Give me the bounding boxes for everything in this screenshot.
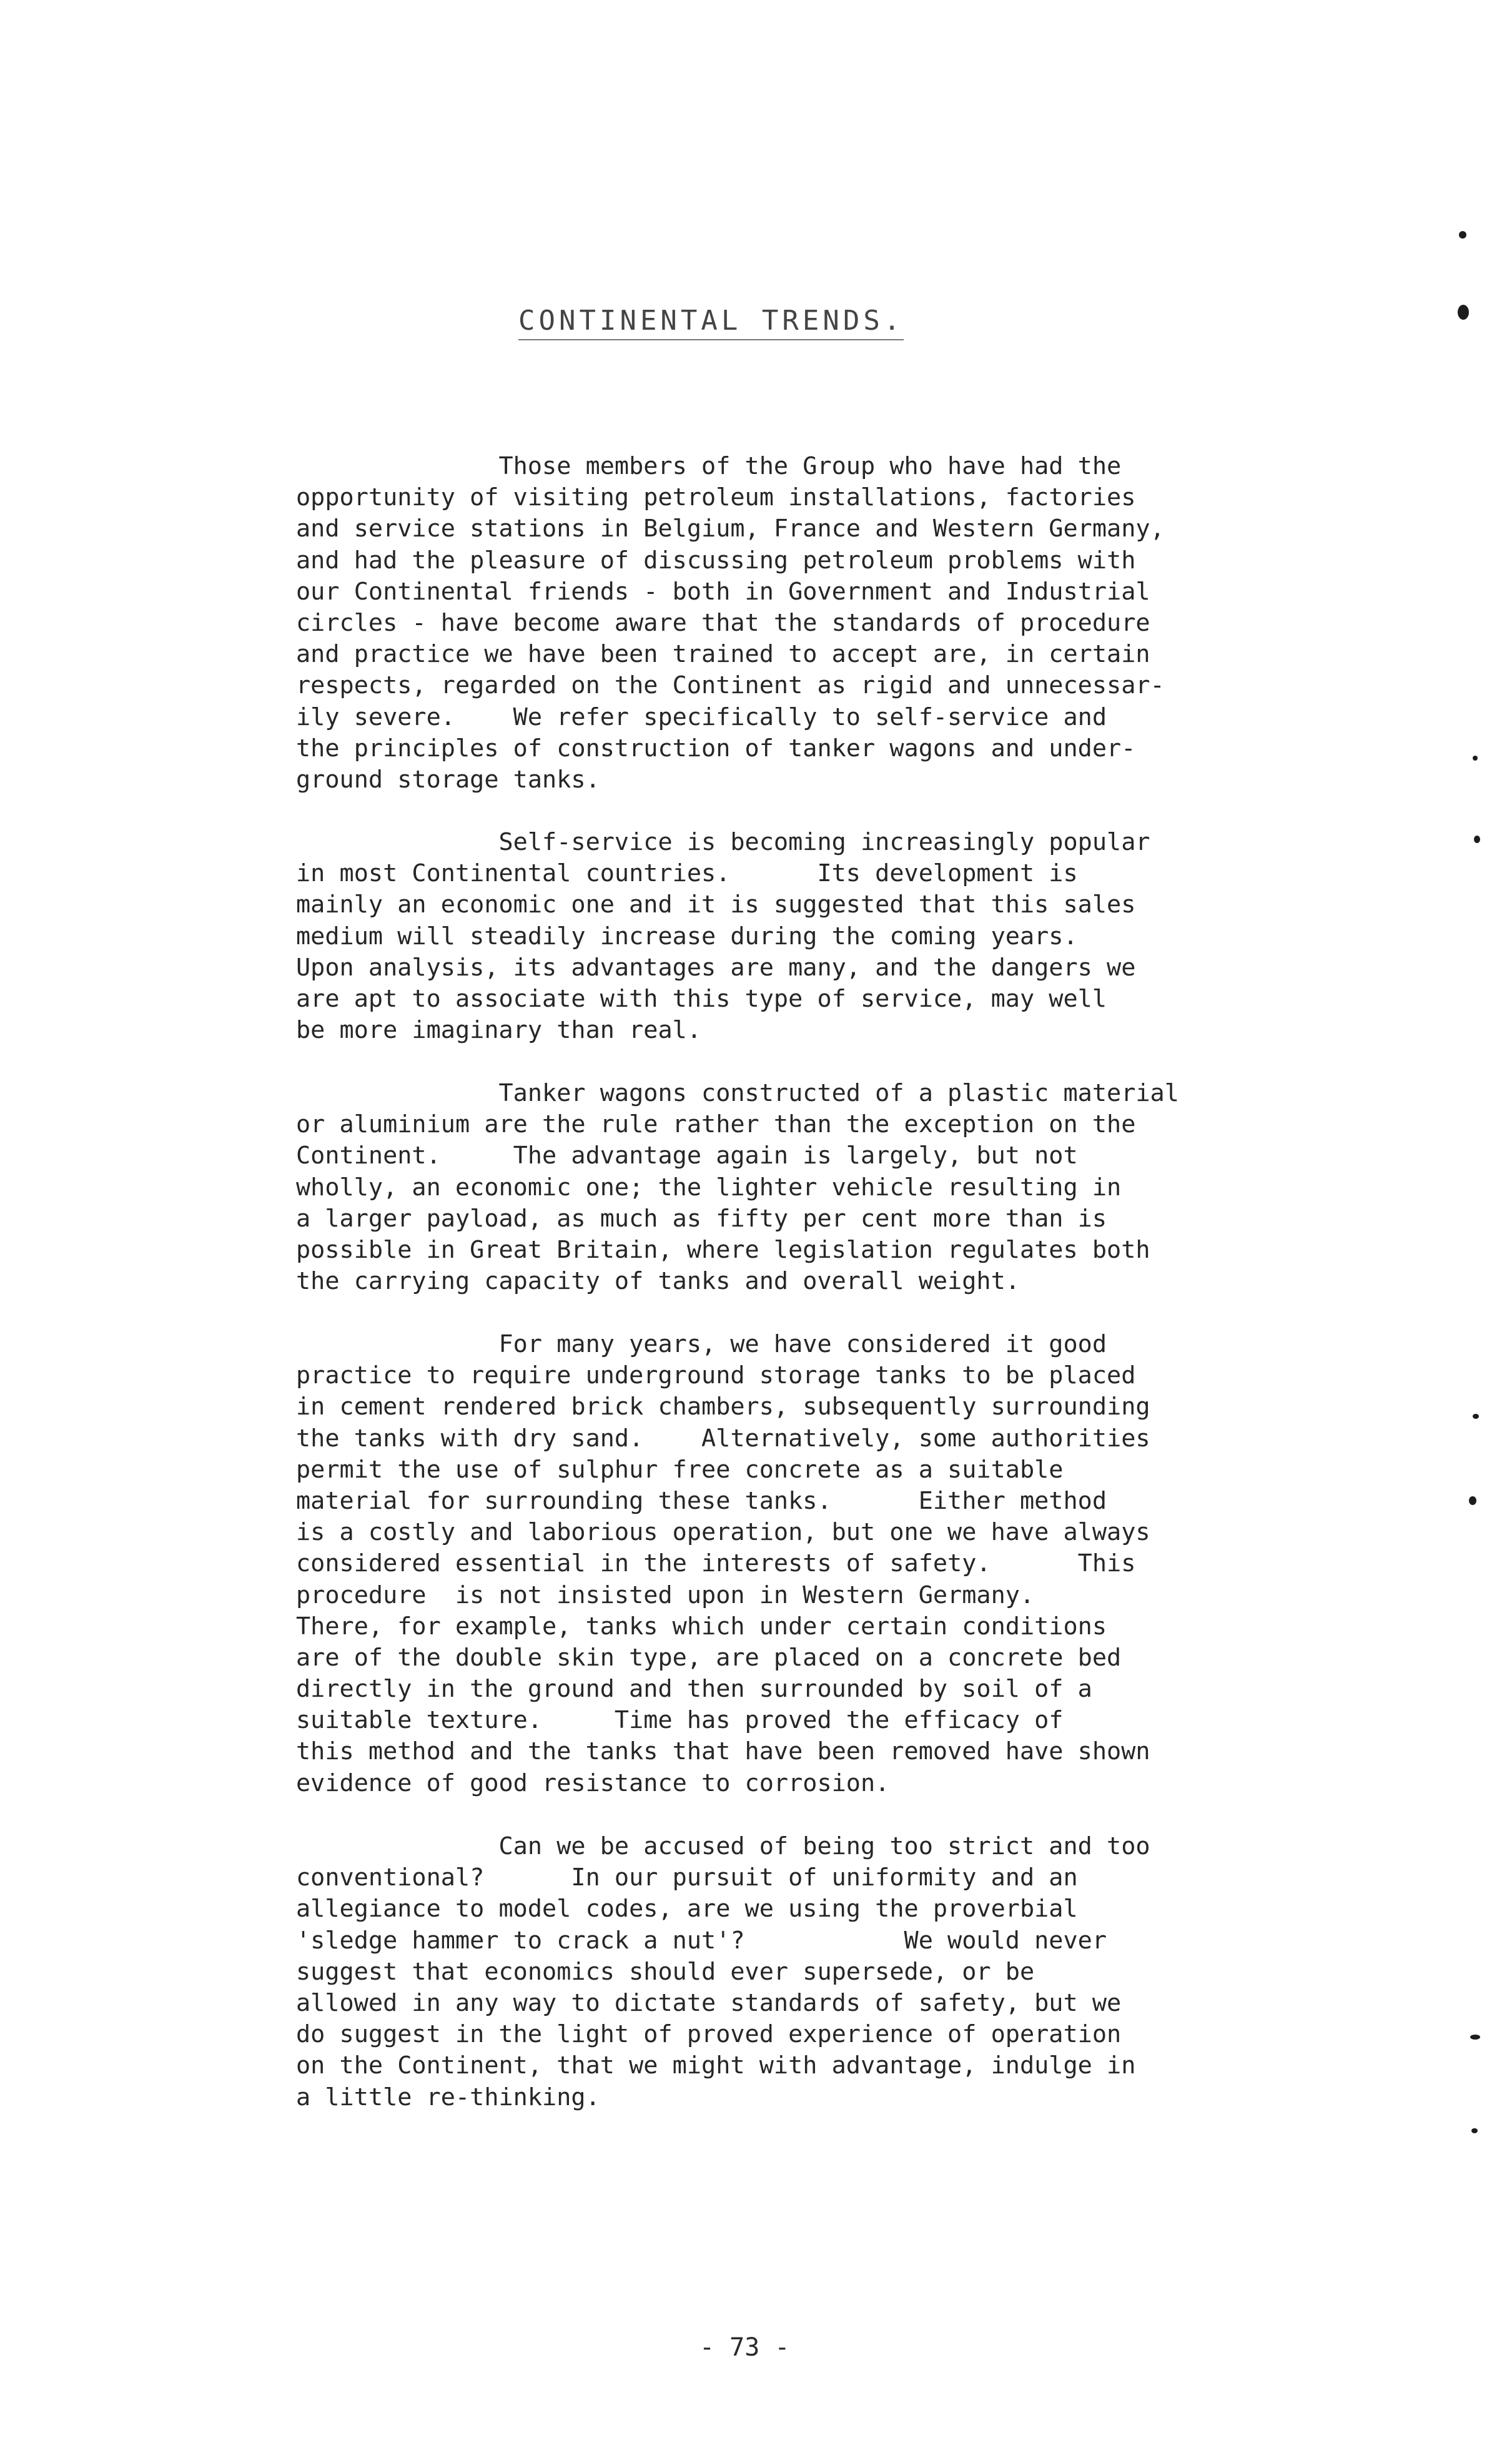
- text-line: mainly an economic one and it is suggested that this sales: [296, 891, 1136, 919]
- text-line: suggest that economics should ever supersede, or be: [296, 1957, 1035, 1986]
- paragraph-3: [296, 1078, 1258, 1297]
- text-line: conventional? In our pursuit of uniformity and an: [296, 1863, 1078, 1892]
- margin-mark: [1459, 231, 1466, 239]
- margin-mark: [1469, 1496, 1476, 1505]
- text-line: allegiance to model codes, are we using the proverbial: [296, 1895, 1078, 1923]
- text-line: opportunity of visiting petroleum installations, factories: [296, 483, 1136, 512]
- text-line: respects, regarded on the Continent as rigid and unnecessar-: [296, 671, 1165, 700]
- margin-mark: [1473, 756, 1478, 761]
- margin-mark: [1470, 2035, 1480, 2040]
- text-line: do suggest in the light of proved experience of operation: [296, 2020, 1122, 2049]
- text-line: in cement rendered brick chambers, subsequently surrounding: [296, 1393, 1150, 1421]
- text-line: the tanks with dry sand. Alternatively, some authorities: [296, 1424, 1150, 1453]
- text-line: 'sledge hammer to crack a nut'? We would never: [296, 1926, 1107, 1955]
- paragraph-1: [296, 451, 1258, 796]
- text-line: possible in Great Britain, where legislation regulates both: [296, 1235, 1150, 1264]
- text-line: permit the use of sulphur free concrete as a suitable: [296, 1455, 1064, 1484]
- text-line: a larger payload, as much as fifty per cent more than is: [296, 1204, 1107, 1233]
- text-line: Can we be accused of being too strict and too: [296, 1832, 1150, 1860]
- text-line: directly in the ground and then surrounded by soil of a: [296, 1675, 1092, 1704]
- page-title: CONTINENTAL TRENDS.: [518, 305, 904, 340]
- text-line: Self-service is becoming increasingly popular: [296, 828, 1150, 856]
- margin-mark: [1474, 836, 1480, 843]
- text-line: medium will steadily increase during the coming years.: [296, 922, 1078, 950]
- text-line: the carrying capacity of tanks and overall weight.: [296, 1267, 1020, 1296]
- text-line: are apt to associate with this type of service, may well: [296, 984, 1107, 1013]
- paragraph-5: [296, 1831, 1258, 2113]
- margin-mark: [1471, 2128, 1478, 2133]
- text-line: evidence of good resistance to corrosion.: [296, 1769, 890, 1797]
- text-line: are of the double skin type, are placed on a concrete bed: [296, 1643, 1122, 1672]
- text-line: material for surrounding these tanks. Either method: [296, 1486, 1107, 1515]
- text-line: Upon analysis, its advantages are many, and the dangers we: [296, 953, 1136, 982]
- text-line: Those members of the Group who have had the: [296, 452, 1122, 480]
- text-line: our Continental friends - both in Government and Industrial: [296, 577, 1150, 606]
- margin-mark: [1458, 305, 1469, 320]
- text-line: the principles of construction of tanker wagons and under-: [296, 734, 1136, 763]
- text-line: circles - have become aware that the standards of procedure: [296, 608, 1150, 637]
- text-line: ground storage tanks.: [296, 765, 600, 794]
- text-line: considered essential in the interests of safety. This: [296, 1549, 1136, 1578]
- paragraph-4: [296, 1329, 1258, 1799]
- text-line: in most Continental countries. Its development is: [296, 859, 1078, 888]
- text-line: Continent. The advantage again is largely, but not: [296, 1142, 1078, 1170]
- text-line: For many years, we have considered it good: [296, 1330, 1107, 1358]
- text-line: suitable texture. Time has proved the efficacy of: [296, 1706, 1064, 1735]
- text-line: procedure is not insisted upon in Western Germany.: [296, 1581, 1035, 1609]
- page-number: - 73 -: [699, 2333, 790, 2362]
- text-line: There, for example, tanks which under certain conditions: [296, 1612, 1107, 1641]
- text-line: and practice we have been trained to accept are, in certain: [296, 640, 1150, 669]
- margin-mark: [1473, 1414, 1479, 1419]
- text-line: allowed in any way to dictate standards of safety, but we: [296, 1988, 1122, 2017]
- text-line: practice to require underground storage tanks to be placed: [296, 1361, 1136, 1390]
- text-line: wholly, an economic one; the lighter vehicle resulting in: [296, 1173, 1122, 1202]
- text-line: is a costly and laborious operation, but one we have always: [296, 1518, 1150, 1547]
- text-line: this method and the tanks that have been removed have shown: [296, 1737, 1150, 1766]
- text-line: or aluminium are the rule rather than the exception on the: [296, 1110, 1136, 1139]
- text-line: Tanker wagons constructed of a plastic material: [296, 1079, 1179, 1107]
- paragraph-2: [296, 827, 1258, 1046]
- text-line: and service stations in Belgium, France and Western Germany,: [296, 515, 1165, 543]
- text-line: a little re-thinking.: [296, 2083, 600, 2111]
- text-line: be more imaginary than real.: [296, 1016, 702, 1045]
- text-line: and had the pleasure of discussing petroleum problems with: [296, 546, 1136, 575]
- text-line: ily severe. We refer specifically to self-service and: [296, 703, 1107, 731]
- text-line: on the Continent, that we might with advantage, indulge in: [296, 2051, 1136, 2080]
